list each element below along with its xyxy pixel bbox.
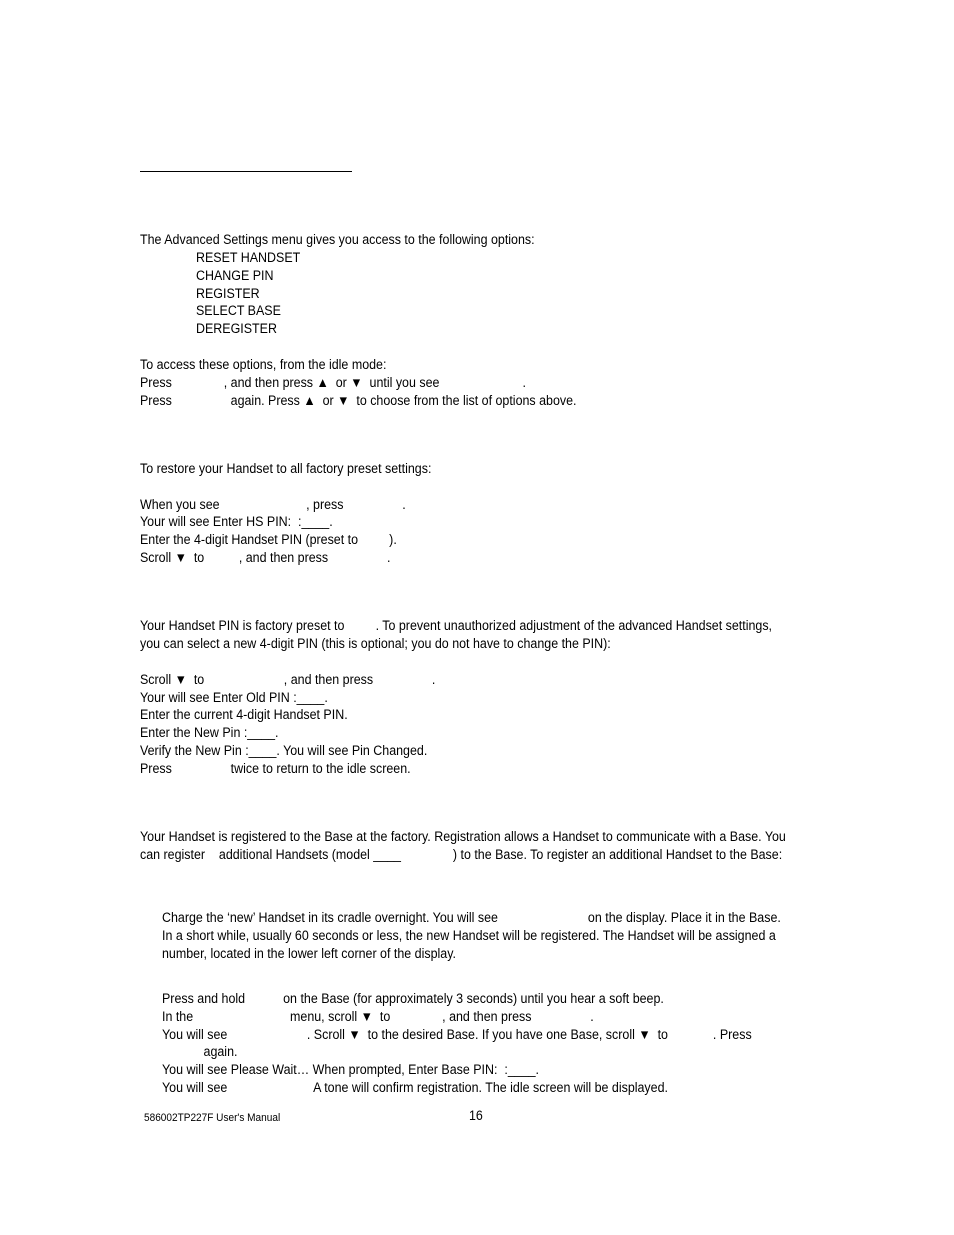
register-intro-2: can register additional Handsets (model ____ ) to the Base. To register an additional Handset to the Base: bbox=[140, 847, 783, 862]
register-step-3-cont: again. bbox=[162, 1044, 238, 1059]
pin-step-6: Press twice to return to the idle screen. bbox=[140, 761, 411, 776]
reset-step-3: Enter the 4-digit Handset PIN (preset to ). bbox=[140, 532, 397, 547]
pin-step-5: Verify the New Pin :____. You will see Pin Changed. bbox=[140, 743, 428, 758]
access-intro: To access these options, from the idle mode: bbox=[140, 357, 387, 372]
pin-step-4: Enter the New Pin :____. bbox=[140, 725, 279, 740]
access-step-2: Press again. Press ▲ or ▼ to choose from the list of options above. bbox=[140, 393, 577, 408]
page-number: 16 bbox=[469, 1108, 483, 1123]
reset-step-4: Scroll ▼ to , and then press . bbox=[140, 550, 391, 565]
pin-intro-2: you can select a new 4-digit PIN (this is optional; you do not have to change the PIN): bbox=[140, 636, 611, 651]
intro-text: The Advanced Settings menu gives you access to the following options: bbox=[140, 232, 535, 247]
option-reset-handset: RESET HANDSET bbox=[196, 250, 301, 265]
pin-step-1: Scroll ▼ to , and then press . bbox=[140, 672, 436, 687]
option-deregister: DEREGISTER bbox=[196, 321, 277, 336]
pin-step-2: Your will see Enter Old PIN :____. bbox=[140, 690, 328, 705]
option-register: REGISTER bbox=[196, 286, 260, 301]
option-select-base: SELECT BASE bbox=[196, 303, 281, 318]
charge-line-2: In a short while, usually 60 seconds or less, the new Handset will be registered. The Handset will be assigned a bbox=[162, 928, 776, 943]
access-step-1: Press , and then press ▲ or ▼ until you see . bbox=[140, 375, 526, 390]
register-step-3: You will see . Scroll ▼ to the desired Base. If you have one Base, scroll ▼ to . Press bbox=[162, 1027, 752, 1042]
option-change-pin: CHANGE PIN bbox=[196, 268, 274, 283]
register-step-4: You will see Please Wait… When prompted, Enter Base PIN: :____. bbox=[162, 1062, 540, 1077]
reset-step-2: Your will see Enter HS PIN: :____. bbox=[140, 514, 333, 529]
section-heading-rule bbox=[140, 171, 352, 172]
reset-intro: To restore your Handset to all factory preset settings: bbox=[140, 461, 432, 476]
footer-manual-title: 586002TP227F User's Manual bbox=[144, 1112, 281, 1124]
register-intro-1: Your Handset is registered to the Base at the factory. Registration allows a Handset to communicate with a Base. You bbox=[140, 829, 786, 844]
pin-step-3: Enter the current 4-digit Handset PIN. bbox=[140, 707, 348, 722]
reset-step-1: When you see , press . bbox=[140, 497, 406, 512]
register-step-1: Press and hold on the Base (for approximately 3 seconds) until you hear a soft beep. bbox=[162, 991, 664, 1006]
charge-line-3: number, located in the lower left corner of the display. bbox=[162, 946, 456, 961]
register-step-5: You will see A tone will confirm registration. The idle screen will be displayed. bbox=[162, 1080, 668, 1095]
register-step-2: In the menu, scroll ▼ to , and then press . bbox=[162, 1009, 594, 1024]
pin-intro-1: Your Handset PIN is factory preset to . To prevent unauthorized adjustment of the advanced Handset settings, bbox=[140, 618, 773, 633]
charge-line-1: Charge the ‘new’ Handset in its cradle overnight. You will see on the display. Place it in the Base. bbox=[162, 910, 781, 925]
